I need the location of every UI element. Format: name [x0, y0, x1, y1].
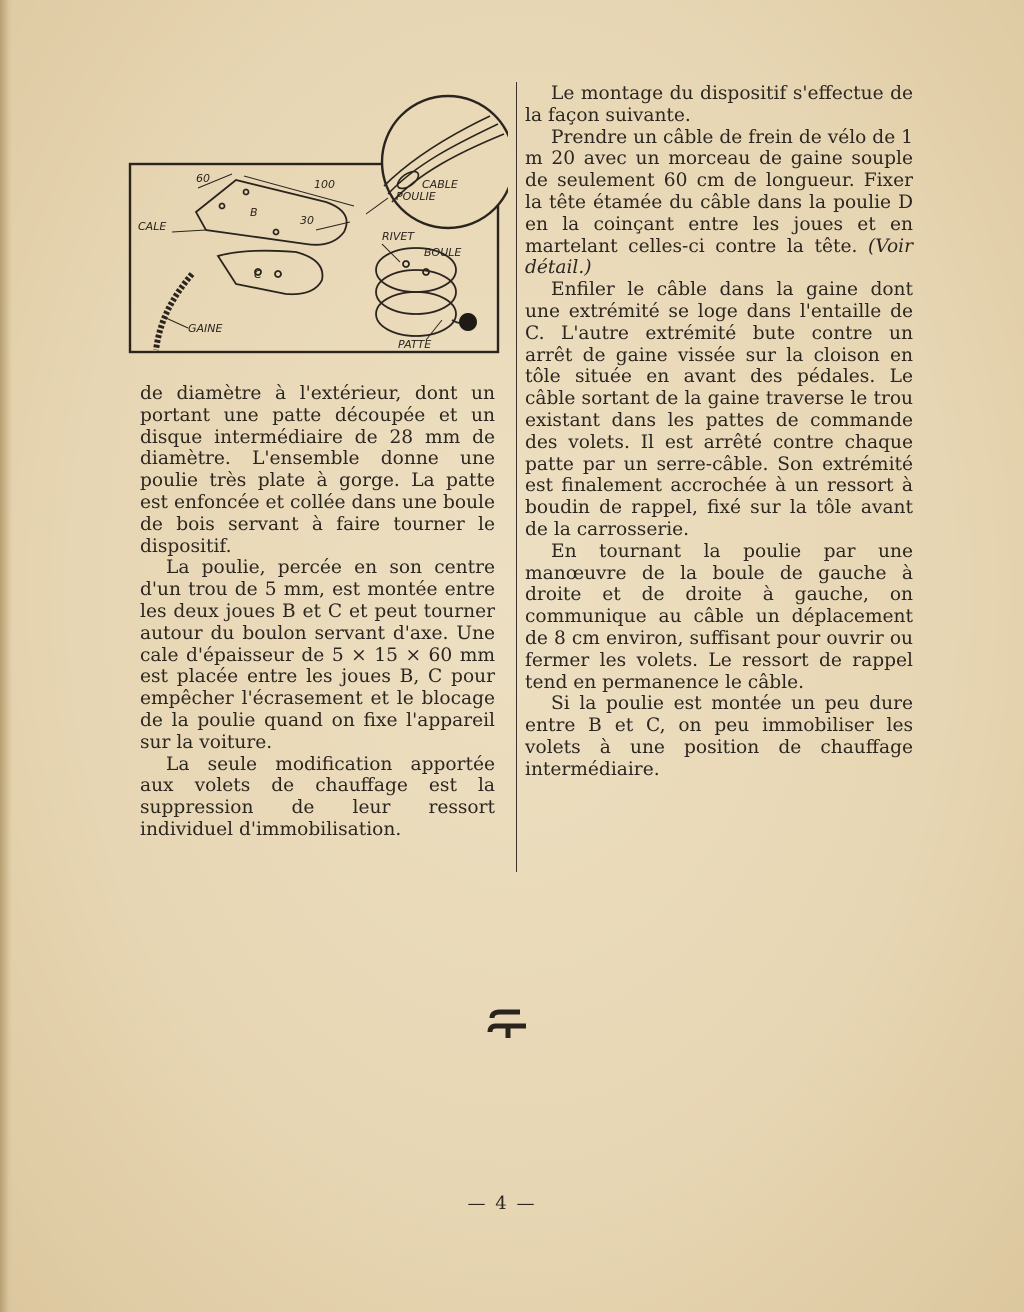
label-boule: BOULE [424, 246, 462, 259]
label-b: B [250, 206, 258, 219]
label-dim-30: 30 [300, 214, 314, 227]
column-divider [516, 82, 517, 872]
cable-sheath [156, 274, 192, 350]
right-paragraph-1: Le montage du dispositif s'effectue de la façon suivante. [525, 83, 913, 126]
left-paragraph-1: de diamètre à l'extérieur, dont un portant une patte découpée et un disque intermédiaire de 28 mm de diamètre. L'ensemble donne une poulie très plate à gorge. La patte est enfoncée et collée dans une boule de bois servant à faire tourner le dispositif. [140, 383, 495, 557]
right-paragraph-2-text: Prendre un câble de frein de vélo de 1 m 20 avec un morceau de gaine souple de seulement 60 cm de longueur. Fixer la tête étamée du câble dans la poulie D en la coinçant entre les joues et en martelant celles-ci contre la tête. [525, 126, 913, 257]
left-column [140, 383, 495, 841]
publisher-logo-icon [486, 1004, 530, 1044]
wooden-ball [459, 313, 477, 331]
plate-c [218, 251, 322, 295]
left-paragraph-3: La seule modification apportée aux volets de chauffage est la suppression de leur ressort individuel d'immobilisation. [140, 753, 495, 840]
label-poulie: POULIE [396, 190, 436, 203]
left-paragraph-2: La poulie, percée en son centre d'un trou de 5 mm, est montée entre les deux joues B et C et peut tourner autour du boulon servant d'axe. Une cale d'épaisseur de 5 × 15 × 60 mm est placée entre les joues B, C pour empêcher l'écrasement et le blocage de la poulie quand on fixe l'appareil sur la voiture. [140, 557, 495, 753]
right-paragraph-5: Si la poulie est montée un peu dure entre B et C, on peu immobiliser les volets à une position de chauffage intermédiaire. [525, 693, 913, 780]
label-dim-60: 60 [196, 172, 210, 185]
pulley-assembly [376, 248, 466, 336]
label-dim-100: 100 [314, 178, 335, 191]
label-cale: CALE [138, 220, 167, 233]
right-paragraph-2-note: (Voir détail.) [525, 235, 913, 279]
right-paragraph-2 [525, 127, 913, 280]
label-rivet: RIVET [382, 230, 415, 243]
label-gaine: GAINE [188, 322, 223, 335]
technical-illustration [126, 84, 508, 356]
right-paragraph-4: En tournant la poulie par une manœuvre de la boule de gauche à droite et de droite à gauche, on communique au câble un déplacement de 8 cm environ, suffisant pour ouvrir ou fermer les volets. Le ressort de rappel tend en permanence le câble. [525, 540, 913, 693]
label-patte: PATTE [398, 338, 432, 351]
page-edge-shadow [0, 0, 12, 1312]
page-number: — 4 — [467, 1193, 537, 1214]
label-cable: CABLE [422, 178, 458, 191]
right-paragraph-3: Enfiler le câble dans la gaine dont une extrémité se loge dans l'entaille de C. L'autre extrémité bute contre un arrêt de gaine vissée sur la cloison en tôle située en avant des pédales. Le câble sortant de la gaine traverse le trou existant dans les pattes de commande des volets. Il est arrêté contre chaque patte par un serre-câble. Son extrémité est finalement accrochée à un ressort à boudin de rappel, fixé sur la tôle avant de la carrosserie. [525, 279, 913, 540]
label-c: C [254, 268, 262, 281]
right-column [525, 83, 913, 781]
